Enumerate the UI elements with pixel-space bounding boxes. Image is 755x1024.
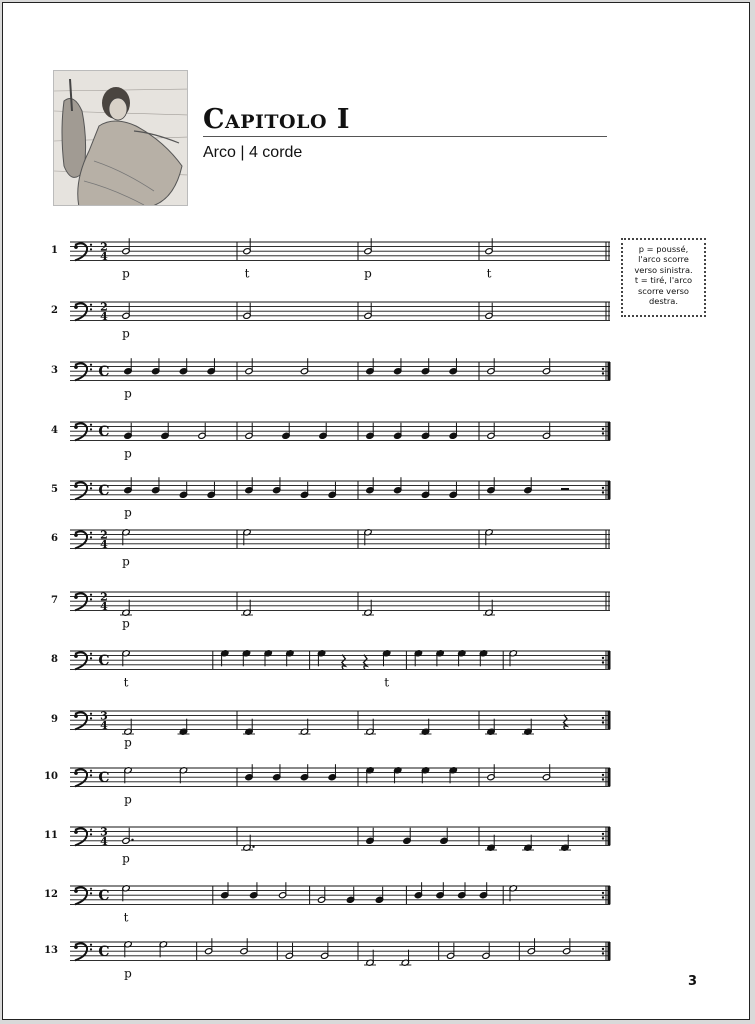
augmentation-dot — [252, 846, 254, 848]
repeat-dot — [602, 892, 604, 894]
clef-dot — [90, 594, 92, 596]
chapter-title: Capitolo I — [203, 104, 351, 135]
bowing-mark: p — [124, 505, 132, 520]
repeat-dot — [602, 774, 604, 776]
clef-dot — [90, 304, 92, 306]
clef-dot — [90, 536, 92, 538]
repeat-dot — [602, 717, 604, 719]
bass-clef-icon — [74, 482, 92, 499]
exercise-number: 11 — [44, 830, 58, 842]
exercise-number: 7 — [51, 595, 58, 607]
page-number: 3 — [688, 974, 698, 989]
time-signature-top: 2 — [100, 528, 108, 542]
common-time-icon: C — [98, 423, 110, 440]
bowing-mark: p — [364, 266, 372, 281]
exercise-number: 10 — [44, 771, 58, 783]
repeat-dot — [602, 491, 604, 493]
exercise-number: 4 — [51, 425, 58, 437]
bowing-mark: p — [124, 386, 132, 401]
clef-dot — [90, 368, 92, 370]
exercise-number: 6 — [51, 533, 58, 545]
time-signature-top: 2 — [100, 300, 108, 314]
exercise-7 — [51, 590, 610, 630]
clef-dot — [74, 771, 78, 775]
repeat-dot — [602, 657, 604, 659]
repeat-dot — [602, 372, 604, 374]
bass-clef-icon — [74, 943, 92, 960]
time-signature-bottom: 4 — [100, 249, 108, 263]
repeat-dot — [602, 428, 604, 430]
time-signature-bottom: 4 — [100, 599, 108, 613]
exercise-10 — [44, 764, 610, 806]
note-line: destra. — [648, 296, 679, 307]
exercise-8 — [51, 650, 610, 690]
time-signature-top: 2 — [100, 590, 108, 604]
clef-dot — [90, 888, 92, 890]
clef-dot — [90, 248, 92, 250]
clef-dot — [90, 424, 92, 426]
clef-dot — [74, 654, 78, 658]
clef-dot — [74, 484, 78, 488]
time-signature-bottom: 4 — [100, 718, 108, 732]
bowing-mark: p — [124, 735, 132, 750]
bass-clef-icon — [74, 531, 92, 548]
clef-dot — [90, 364, 92, 366]
common-time-icon: C — [98, 943, 110, 960]
bass-clef-icon — [74, 769, 92, 786]
bowing-mark: t — [123, 910, 129, 925]
exercise-5 — [51, 477, 610, 519]
bowing-mark: p — [122, 616, 130, 631]
bass-clef-icon — [74, 243, 92, 260]
time-signature-bottom: 4 — [100, 309, 108, 323]
exercise-number: 2 — [51, 305, 58, 317]
quarter-rest — [342, 655, 346, 670]
exercise-3 — [51, 358, 610, 400]
clef-dot — [90, 483, 92, 485]
repeat-dot — [602, 896, 604, 898]
repeat-dot — [602, 721, 604, 723]
repeat-dot — [602, 833, 604, 835]
clef-dot — [90, 598, 92, 600]
common-time-icon: C — [98, 482, 110, 499]
repeat-dot — [602, 778, 604, 780]
exercise-12 — [44, 882, 610, 924]
note-line: verso sinistra. — [634, 264, 693, 275]
clef-dot — [90, 653, 92, 655]
bass-clef-icon — [74, 887, 92, 904]
clef-dot — [90, 833, 92, 835]
exercise-number: 1 — [51, 245, 58, 257]
exercise-number: 5 — [51, 484, 58, 496]
bowing-mark: t — [384, 675, 390, 690]
clef-dot — [90, 487, 92, 489]
half-rest — [561, 488, 569, 490]
repeat-dot — [602, 948, 604, 950]
bowing-mark: p — [124, 966, 132, 981]
bass-clef-icon — [74, 303, 92, 320]
clef-dot — [90, 770, 92, 772]
common-time-icon: C — [98, 363, 110, 380]
clef-dot — [90, 892, 92, 894]
time-signature-bottom: 4 — [100, 834, 108, 848]
bowing-mark: p — [122, 554, 130, 569]
time-signature-top: 3 — [100, 825, 108, 839]
exercise-11 — [44, 825, 610, 865]
clef-dot — [90, 717, 92, 719]
exercise-6 — [51, 528, 610, 568]
note-line: p = poussé, — [638, 244, 689, 254]
clef-dot — [74, 533, 78, 537]
bass-clef-icon — [74, 652, 92, 669]
note-line: scorre verso — [637, 285, 690, 296]
clef-dot — [90, 948, 92, 950]
clef-dot — [74, 365, 78, 369]
bass-clef-icon — [74, 593, 92, 610]
exercise-number: 12 — [44, 889, 58, 901]
time-signature-top: 3 — [100, 709, 108, 723]
clef-dot — [90, 944, 92, 946]
clef-dot — [90, 829, 92, 831]
repeat-dot — [602, 952, 604, 954]
clef-dot — [74, 425, 78, 429]
chapter-subtitle: Arco | 4 corde — [203, 144, 303, 161]
common-time-icon: C — [98, 887, 110, 904]
note-line: l'arco scorre — [638, 254, 689, 265]
exercise-2 — [51, 300, 610, 340]
clef-dot — [90, 308, 92, 310]
exercise-4 — [51, 422, 610, 460]
bass-clef-icon — [74, 712, 92, 729]
repeat-dot — [602, 432, 604, 434]
clef-dot — [90, 774, 92, 776]
clef-dot — [90, 244, 92, 246]
clef-dot — [74, 945, 78, 949]
bowing-mark: t — [123, 675, 129, 690]
time-signature-bottom: 4 — [100, 537, 108, 551]
repeat-dot — [602, 368, 604, 370]
bass-clef-icon — [74, 828, 92, 845]
bowing-mark: t — [486, 266, 492, 281]
bowing-mark: p — [122, 851, 130, 866]
augmentation-dot — [131, 839, 133, 841]
exercise-number: 9 — [51, 714, 58, 726]
clef-dot — [90, 713, 92, 715]
bass-clef-icon — [74, 363, 92, 380]
clef-dot — [74, 245, 78, 249]
time-signature-top: 2 — [100, 240, 108, 254]
clef-dot — [74, 305, 78, 309]
clef-dot — [74, 889, 78, 893]
repeat-dot — [602, 487, 604, 489]
quarter-rest — [564, 715, 568, 730]
clef-dot — [90, 657, 92, 659]
repeat-dot — [602, 661, 604, 663]
clef-dot — [74, 714, 78, 718]
bowing-mark: p — [124, 446, 132, 461]
exercise-number: 3 — [51, 365, 58, 377]
repeat-dot — [602, 837, 604, 839]
exercise-1 — [51, 238, 610, 280]
clef-dot — [90, 532, 92, 534]
common-time-icon: C — [98, 652, 110, 669]
clef-dot — [90, 428, 92, 430]
exercise-number: 13 — [44, 945, 58, 957]
note-line: t = tiré, l'arco — [634, 275, 693, 286]
bowing-mark: p — [122, 326, 130, 341]
bowing-mark: p — [124, 792, 132, 807]
clef-dot — [74, 830, 78, 834]
exercise-9 — [51, 709, 610, 749]
bass-clef-icon — [74, 423, 92, 440]
clef-dot — [74, 595, 78, 599]
exercise-13 — [44, 938, 610, 980]
bowing-mark: t — [244, 266, 250, 281]
bowing-mark: p — [122, 266, 130, 281]
quarter-rest — [364, 655, 368, 670]
common-time-icon: C — [98, 769, 110, 786]
exercise-number: 8 — [51, 654, 58, 666]
